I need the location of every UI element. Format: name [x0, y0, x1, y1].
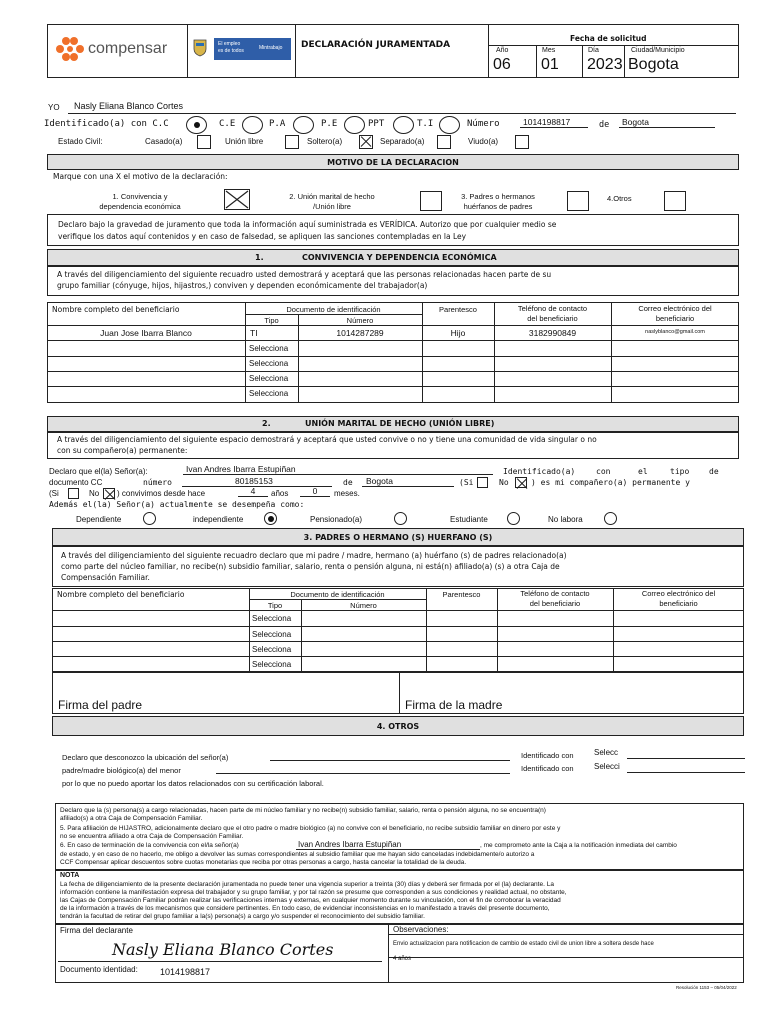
checkbox-casado[interactable]: [197, 135, 211, 149]
dia-value[interactable]: 2023: [587, 56, 623, 73]
radio-ce[interactable]: [242, 116, 263, 134]
s3-row1-tipo[interactable]: Selecciona: [252, 614, 292, 623]
radio-no-labora[interactable]: [604, 512, 617, 525]
s1-row1-numero[interactable]: 1014287289: [336, 328, 384, 338]
s1-row5-tipo[interactable]: Selecciona: [249, 389, 289, 398]
s1-row1-correo[interactable]: naslyblanco@gmail.com: [645, 329, 705, 335]
motivo-header: MOTIVO DE LA DECLARACION: [47, 154, 739, 170]
s1-row1-nombre[interactable]: Juan Jose Ibarra Blanco: [100, 328, 192, 338]
page-title: DECLARACIÓN JURAMENTADA: [301, 40, 451, 50]
s1-row4-tipo[interactable]: Selecciona: [249, 374, 289, 383]
section-4-header: 4. OTROS: [52, 716, 744, 736]
checkbox-separado[interactable]: [437, 135, 451, 149]
ident2-select[interactable]: Selecci: [594, 762, 620, 771]
radio-dependiente[interactable]: [143, 512, 156, 525]
ident1-select[interactable]: Selecc: [594, 748, 619, 757]
meses-field[interactable]: 0: [312, 486, 318, 496]
brand-name: compensar: [88, 40, 168, 57]
s1-row2-tipo[interactable]: Selecciona: [249, 344, 289, 353]
radio-ppt[interactable]: [393, 116, 414, 134]
s3-row2-tipo[interactable]: Selecciona: [252, 630, 292, 639]
ciudad-value[interactable]: Bogota: [628, 56, 679, 73]
observaciones-line2[interactable]: 4 años: [393, 956, 412, 962]
declarant-signature: Nasly Eliana Blanco Cortes: [112, 940, 334, 959]
firma-madre-label: Firma de la madre: [405, 698, 503, 712]
declaro-box: [47, 214, 739, 246]
anio-value[interactable]: 06: [493, 56, 511, 73]
s1-row1-telefono[interactable]: 3182990849: [528, 328, 577, 338]
legal-partner-name[interactable]: Ivan Andres Ibarra Estupiñan: [298, 840, 402, 849]
compensar-logo: [55, 36, 91, 66]
s3-row4-tipo[interactable]: Selecciona: [252, 660, 292, 669]
resolucion-label: Resolución 1153 – 05/04/2022: [676, 985, 737, 990]
radio-estudiante[interactable]: [507, 512, 520, 525]
motivo-1-x-mark: [224, 189, 250, 210]
s1-row1-parentesco[interactable]: Hijo: [450, 328, 466, 338]
motivo-2-box[interactable]: [420, 191, 442, 211]
motivo-4-box[interactable]: [664, 191, 686, 211]
de-field[interactable]: Bogota: [622, 117, 649, 127]
anios-field[interactable]: 4: [250, 486, 256, 496]
radio-cc[interactable]: [186, 116, 207, 134]
s1-row1-tipo[interactable]: TI: [250, 328, 258, 338]
declarant-doc-number[interactable]: 1014198817: [160, 967, 211, 977]
declarant-name[interactable]: Nasly Eliana Blanco Cortes: [74, 101, 184, 111]
s1-row3-tipo[interactable]: Selecciona: [249, 359, 289, 368]
checkbox-union-libre[interactable]: [285, 135, 299, 149]
s3-row3-tipo[interactable]: Selecciona: [252, 645, 292, 654]
checkbox-companero-no[interactable]: [515, 477, 527, 488]
partner-numero[interactable]: 80185153: [235, 476, 273, 486]
partner-de[interactable]: Bogota: [366, 476, 393, 486]
motivo-3-box[interactable]: [567, 191, 589, 211]
radio-pensionado[interactable]: [394, 512, 407, 525]
section-3-header: 3. PADRES O HERMANO (S) HUERFANO (S): [52, 528, 744, 546]
colombia-shield-icon: [193, 39, 207, 57]
firma-padre-label: Firma del padre: [58, 698, 143, 712]
radio-ti[interactable]: [439, 116, 460, 134]
radio-pe[interactable]: [344, 116, 365, 134]
partner-name[interactable]: Ivan Andres Ibarra Estupiñan: [186, 464, 296, 474]
mes-value[interactable]: 01: [541, 56, 559, 73]
numero-field[interactable]: 1014198817: [523, 117, 571, 127]
firmas-padres-box: [52, 672, 744, 714]
checkbox-soltero[interactable]: [359, 135, 373, 149]
observaciones-line1[interactable]: Envio actualizacion para notificacion de cambio de estado civil de union libre a soltera desde hace: [393, 941, 654, 947]
radio-pa[interactable]: [293, 116, 314, 134]
checkbox-companero-si[interactable]: [477, 477, 488, 488]
checkbox-convivimos-si[interactable]: [68, 488, 79, 499]
radio-independiente[interactable]: [264, 512, 277, 525]
checkbox-viudo[interactable]: [515, 135, 529, 149]
checkbox-convivimos-no[interactable]: [103, 488, 115, 499]
